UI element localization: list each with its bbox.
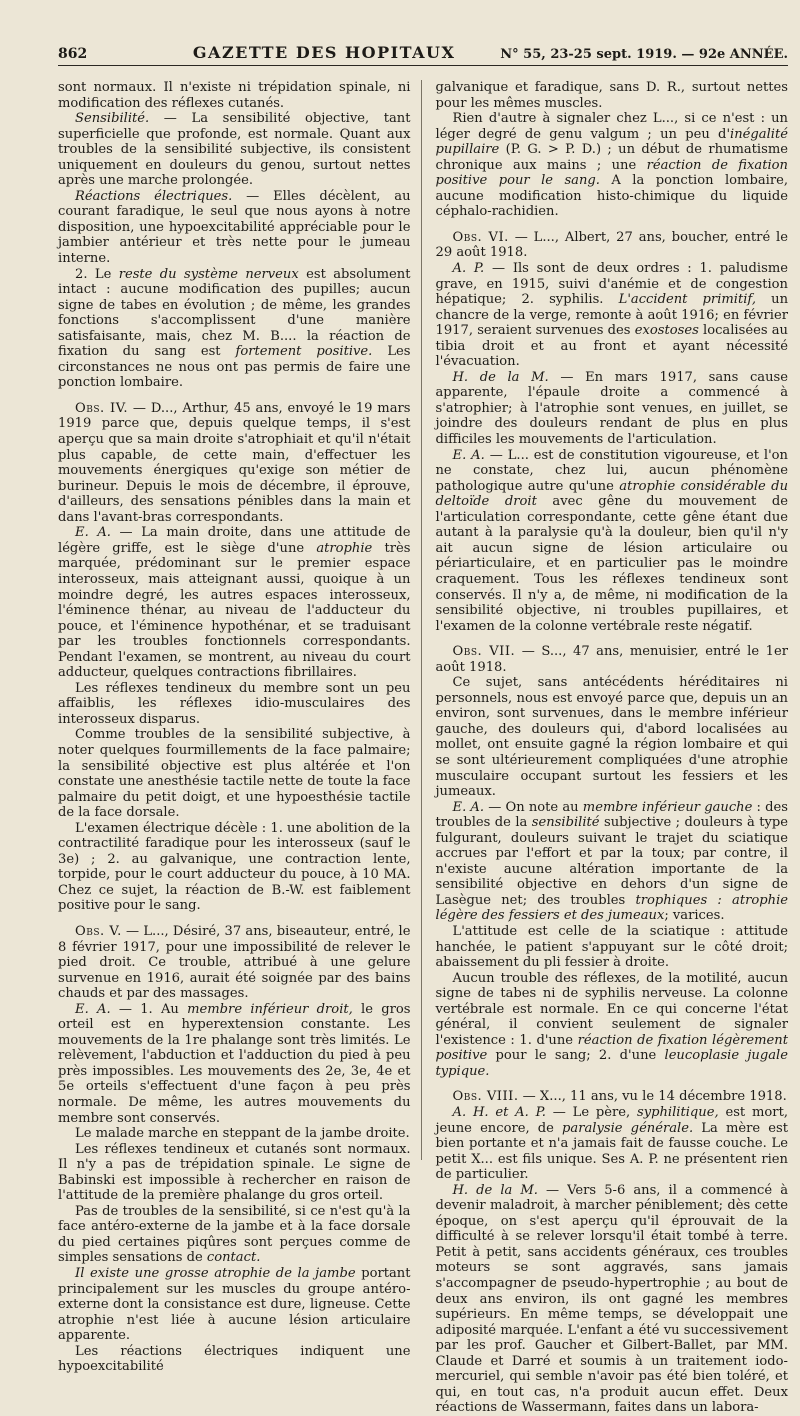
paragraph: Comme troubles de la sensibilité subjective, à noter quelques fourmillements de la face palmaire; la sensibilité objective est plus altérée et l'on constate une anesthésie tactile nette de toute la face palmaire du petit doigt, et une hypoesthésie tactile de la face dorsale. [58,727,411,821]
paragraph: Les réflexes tendineux du membre sont un peu affaiblis, les réflexes idio-musculaires des interosseux disparus. [58,680,411,727]
paragraph: E. A. — On note au membre inférieur gauche : des troubles de la sensibilité subjective ; douleurs à type fulgurant, douleurs suivant le trajet du sciatique accrues par l'effort et par la toux; par contre, il n'existe aucune altération importante de la sensibilité objective en dehors d'un signe de Lasègue net; des troubles trophiques : atrophie légère des fessiers et des jumeaux; varices. [435,799,789,924]
paragraph: Les réflexes tendineux et cutanés sont normaux. Il n'y a pas de trépidation spinale. Le signe de Babinski est impossible à rechercher en raison de l'attitude de la première phalange du gros orteil. [58,1141,411,1204]
observation-vii: Obs. VII. — S..., 47 ans, menuisier, entré le 1er août 1918. [435,644,788,675]
paragraph: Il existe une grosse atrophie de la jambe portant principalement sur les muscles du groupe antéro-externe dont la consistance est dure, ligneuse. Cette atrophie n'est liée à aucune lésion articulaire apparente. [58,1266,411,1344]
page-header [58,38,788,66]
paragraph: E. A. — L... est de constitution vigoureuse, et l'on ne constate, chez lui, aucun phénomène pathologique autre qu'une atrophie considérable du deltoïde droit avec gêne du mouvement de l'articulation correspondante, cette gêne étant due autant à la paralysie qu'à la douleur, bien qu'il n'y ait aucun signe de lésion articulaire ou périarticulaire, et en particulier pas le moindre craquement. Tous les réflexes tendineux sont conservés. Il n'y a, de même, ni modification de la sensibilité objective, ni troubles pupillaires, et l'examen de la colonne vertébrale reste négatif. [435,447,789,634]
paragraph: Pas de troubles de la sensibilité, si ce n'est qu'à la face antéro-externe de la jambe et à la face dorsale du pied certaines piqûres sont perçues comme de simples sensations de contact. [58,1203,411,1266]
observation-heading: Obs. VIII. [452,1089,519,1105]
journal-title: GAZETTE DES HOPITAUX [192,43,456,62]
paragraph: A. P. — Ils sont de deux ordres : 1. paludisme grave, en 1915, suivi d'anémie et de congestion hépatique; 2. syphilis. L'accident primitif, un chancre de la verge, remonte à août 1916; en février 1917, seraient survenues des exostoses localisées au tibia droit et au front et ayant nécessité l'évacuation. [435,261,788,370]
paragraph: H. de la M. — Vers 5-6 ans, il a commencé à devenir maladroit, à marcher péniblement; dès cette époque, on s'est aperçu qu'il éprouvait de la difficulté à se relever lorsqu'il était tombé à terre. Petit à petit, sans accidents généraux, ces troubles moteurs se sont aggravés, sans jamais s'accompagner de pseudo-hypertrophie ; au bout de deux ans environ, ils ont gagné les membres supérieurs. En même temps, se développait une adiposité marquée. L'enfant a été vu successivement par les prof. Gaucher et Gilbert-Ballet, par MM. Claude et Darré et soumis à un traitement iodo-mercuriel, qui semble n'avoir pas été bien toléré, et qui, en tout cas, n'a produit aucun effet. Deux réactions de Wassermann, faites dans un labora- [435,1182,788,1416]
paragraph: galvanique et faradique, sans D. R., surtout nettes pour les mêmes muscles. [435,80,788,111]
observation-heading: Obs. IV. [75,400,129,416]
observation-viii: Obs. VIII. — X..., 11 ans, vu le 14 décembre 1918. [452,1089,787,1105]
paragraph: Rien d'autre à signaler chez L..., si ce n'est : un léger degré de genu valgum ; un peu d'inégalité pupillaire (P. G. > P. D.) ; un début de rhumatisme chronique aux mains ; une réaction de fixation positive pour le sang. A la ponction lombaire, aucune modification histo-chimique du liquide céphalo-rachidien. [435,111,788,220]
paragraph: sont normaux. Il n'existe ni trépidation spinale, ni modification des réflexes cutanés. [58,80,411,111]
paragraph: L'attitude est celle de la sciatique : attitude hanchée, le patient s'appuyant sur le côté droit; abaissement du pli fessier à droite. [435,923,788,971]
paragraph: 2. Le reste du système nerveux est absolument intact : aucune modification des pupilles; aucun signe de tabes en évolution ; de même, les grandes fonctions s'accomplissent d'une manière satisfaisante, mais, chez M. B.... la réaction de fixation du sang est fortement positive. Les circonstances ne nous ont pas permis de faire une ponction lombaire. [58,266,411,391]
paragraph: L'examen électrique décèle : 1. une abolition de la contractilité faradique pour les interosseux (sauf le 3e) ; 2. au galvanique, une contraction lente, torpide, pour le court adducteur du pouce, à 10 MA. Chez ce sujet, la réaction de B.-W. est faiblement positive pour le sang. [58,820,411,914]
observation-v: Obs. V. — L..., Désiré, 37 ans, biseauteur, entré, le 8 février 1917, pour une impossibilité de relever le pied droit. Ce trouble, attribué à une gelure survenue en 1916, aurait été soignée par des bains chauds et par des massages. [58,923,411,1002]
page-number: 862 [58,46,88,62]
issue-info: N° 55, 23-25 sept. 1919. — 92e ANNÉE. [500,47,788,62]
observation-heading: Obs. VI. [452,229,509,245]
paragraph: Sensibilité. — La sensibilité objective, tant superficielle que profonde, est normale. Quant aux troubles de la sensibilité subjective, ils consistent uniquement en douleurs du genou, surtout nettes après une marche prolongée. [58,111,411,189]
observation-heading: Obs. V. [75,923,122,939]
text-columns [58,80,789,1416]
paragraph: Réactions électriques. — Elles décèlent, au courant faradique, le seul que nous ayons à notre disposition, une hypoexcitabilité appréciable pour le jambier antérieur et très nette pour le jumeau interne. [58,188,411,267]
paragraph: E. A. — 1. Au membre inférieur droit, le gros orteil est en hyperextension constante. Les mouvements de la 1re phalange sont très limités. Le relèvement, l'abduction et l'adduction du pied à peu près impossibles. Les mouvements des 2e, 3e, 4e et 5e orteils s'effectuent d'une façon à peu près normale. De même, les autres mouvements du membre sont conservés. [58,1001,411,1126]
paragraph: E. A. — La main droite, dans une attitude de légère griffe, est le siège d'une atrophie très marquée, prédominant sur le premier espace interosseux, mais atteignant aussi, quoique à un moindre degré, les autres espaces interosseux, l'éminence thénar, au niveau de l'adducteur du pouce, et l'éminence hypothénar, et se traduisant par les troubles fonctionnels correspondants. Pendant l'examen, se montrent, au niveau du court adducteur, quelques contractions fibrillaires. [58,525,411,681]
observation-iv: Obs. IV. — D..., Arthur, 45 ans, envoyé le 19 mars 1919 parce que, depuis quelque temps, il s'est aperçu que sa main droite s'atrophiait et qu'il n'était plus capable, de cette main, d'effectuer les mouvements énergiques qu'exige son métier de burineur. Depuis le mois de décembre, il éprouve, d'ailleurs, des sensations pénibles dans la main et dans l'avant-bras correspondants. [58,400,411,525]
observation-vi: Obs. VI. — L..., Albert, 27 ans, boucher, entré le 29 août 1918. [435,229,788,261]
left-column [58,80,422,1375]
right-column [435,80,789,1416]
observation-heading: Obs. VII. [452,644,516,660]
paragraph: H. de la M. — En mars 1917, sans cause apparente, l'épaule droite a commencé à s'atrophier; à l'atrophie sont venues, en juillet, se joindre des douleurs rendant de plus en plus difficiles les mouvements de l'articulation. [435,369,788,448]
paragraph: Aucun trouble des réflexes, de la motilité, aucun signe de tabes ni de syphilis nerveuse. La colonne vertébrale est normale. En ce qui concerne l'état général, il convient seulement de signaler l'existence : 1. d'une réaction de fixation légèrement positive pour le sang; 2. d'une leucoplasie jugale typique. [435,970,788,1079]
paragraph: Le malade marche en steppant de la jambe droite. [75,1126,410,1142]
paragraph: Les réactions électriques indiquent une hypoexcitabilité [58,1343,411,1375]
paragraph: Ce sujet, sans antécédents héréditaires ni personnels, nous est envoyé parce que, depuis un an environ, sont survenues, dans le membre inférieur gauche, des douleurs qui, d'abord localisées au mollet, ont ensuite gagné la région lombaire et qui se sont ultérieurement compliquées d'une atrophie musculaire occupant surtout les fessiers et les jumeaux. [435,675,788,800]
paragraph: A. H. et A. P. — Le père, syphilitique, est mort, jeune encore, de paralysie générale. La mère est bien portante et n'a jamais fait de fausse couche. Le petit X... est fils unique. Ses A. P. ne présentent rien de particulier. [435,1105,788,1183]
